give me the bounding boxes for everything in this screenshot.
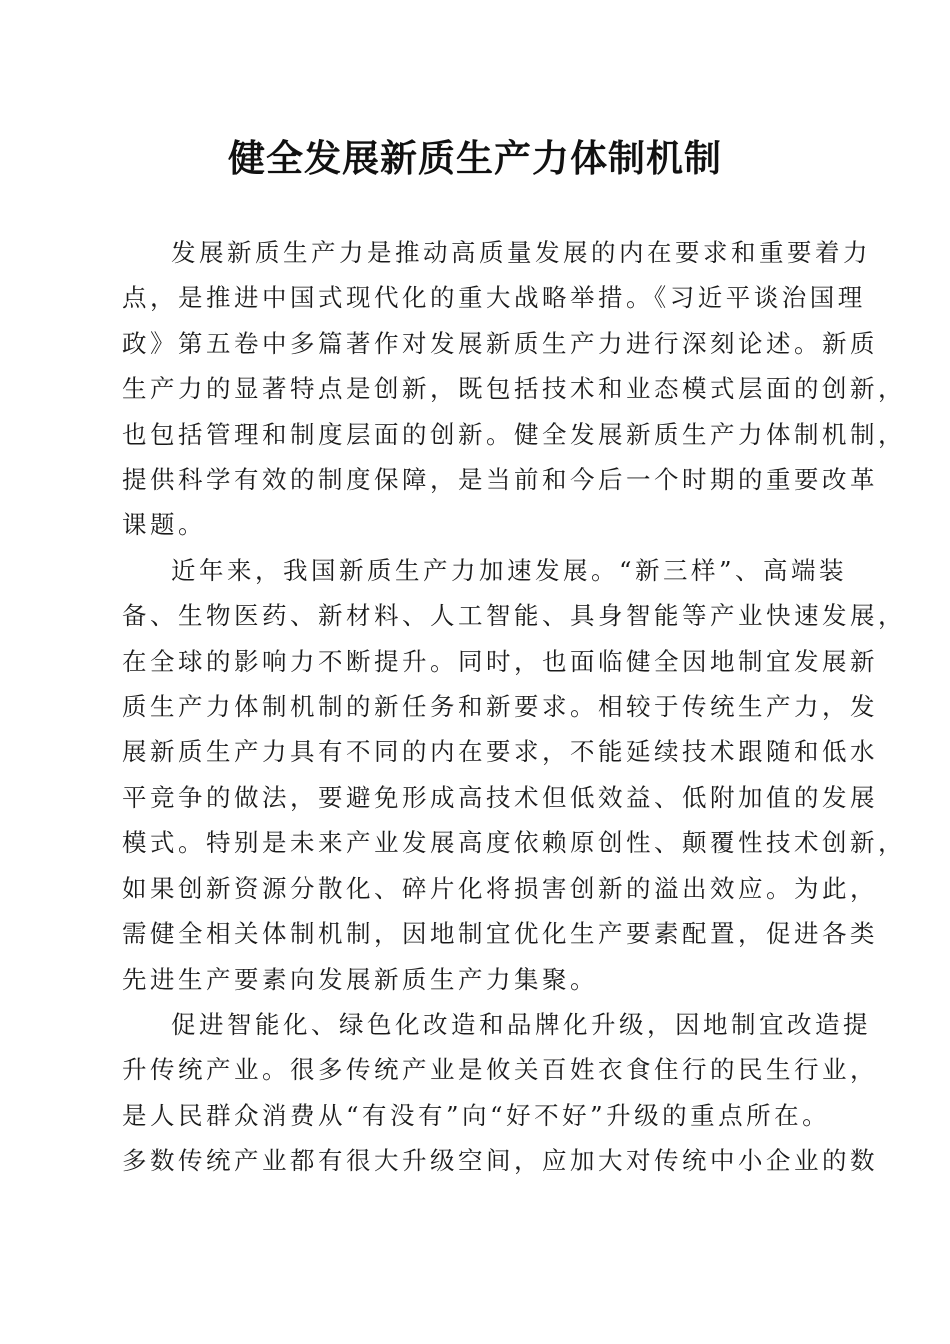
paragraph-3 — [122, 1002, 878, 1184]
paragraph-line: 促进智能化、绿色化改造和品牌化升级，因地制宜改造提 — [171, 1009, 871, 1039]
paragraph-line: 提供科学有效的制度保障，是当前和今后一个时期的重要改革 — [122, 465, 878, 495]
paragraph-line: 是人民群众消费从“有没有”向“好不好”升级的重点所在。 — [122, 1100, 831, 1130]
paragraph-line: 如果创新资源分散化、碎片化将损害创新的溢出效应。为此， — [122, 873, 878, 903]
paragraph-line: 点，是推进中国式现代化的重大战略举措。《习近平谈治国理 — [122, 283, 866, 313]
paragraph-line: 质生产力体制机制的新任务和新要求。相较于传统生产力，发 — [122, 692, 878, 722]
paragraph-line: 课题。 — [122, 510, 206, 540]
paragraph-line: 升传统产业。很多传统产业是攸关百姓衣食住行的民生行业， — [122, 1055, 878, 1085]
paragraph-line: 多数传统产业都有很大升级空间，应加大对传统中小企业的数 — [122, 1146, 878, 1176]
document-title: 健全发展新质生产力体制机制 — [228, 136, 722, 180]
document-body — [122, 230, 906, 1184]
paragraph-2 — [122, 548, 906, 1002]
paragraph-line: 展新质生产力具有不同的内在要求，不能延续技术跟随和低水 — [122, 737, 878, 767]
paragraph-line: 备、生物医药、新材料、人工智能、具身智能等产业快速发展， — [122, 601, 906, 631]
paragraph-line: 模式。特别是未来产业发展高度依赖原创性、颠覆性技术创新， — [122, 828, 906, 858]
paragraph-line: 需健全相关体制机制，因地制宜优化生产要素配置，促进各类 — [122, 919, 878, 949]
paragraph-line: 近年来，我国新质生产力加速发展。“新三样”、高端装 — [171, 555, 848, 585]
paragraph-line: 政》第五卷中多篇著作对发展新质生产力进行深刻论述。新质 — [122, 328, 878, 358]
paragraph-1 — [122, 230, 906, 548]
paragraph-line: 在全球的影响力不断提升。同时，也面临健全因地制宜发展新 — [122, 646, 878, 676]
paragraph-line: 发展新质生产力是推动高质量发展的内在要求和重要着力 — [171, 238, 871, 267]
paragraph-line: 平竞争的做法，要避免形成高技术但低效益、低附加值的发展 — [122, 782, 878, 812]
paragraph-line: 生产力的显著特点是创新，既包括技术和业态模式层面的创新， — [122, 374, 906, 404]
paragraph-line: 也包括管理和制度层面的创新。健全发展新质生产力体制机制， — [122, 419, 906, 449]
paragraph-line: 先进生产要素向发展新质生产力集聚。 — [122, 964, 598, 994]
